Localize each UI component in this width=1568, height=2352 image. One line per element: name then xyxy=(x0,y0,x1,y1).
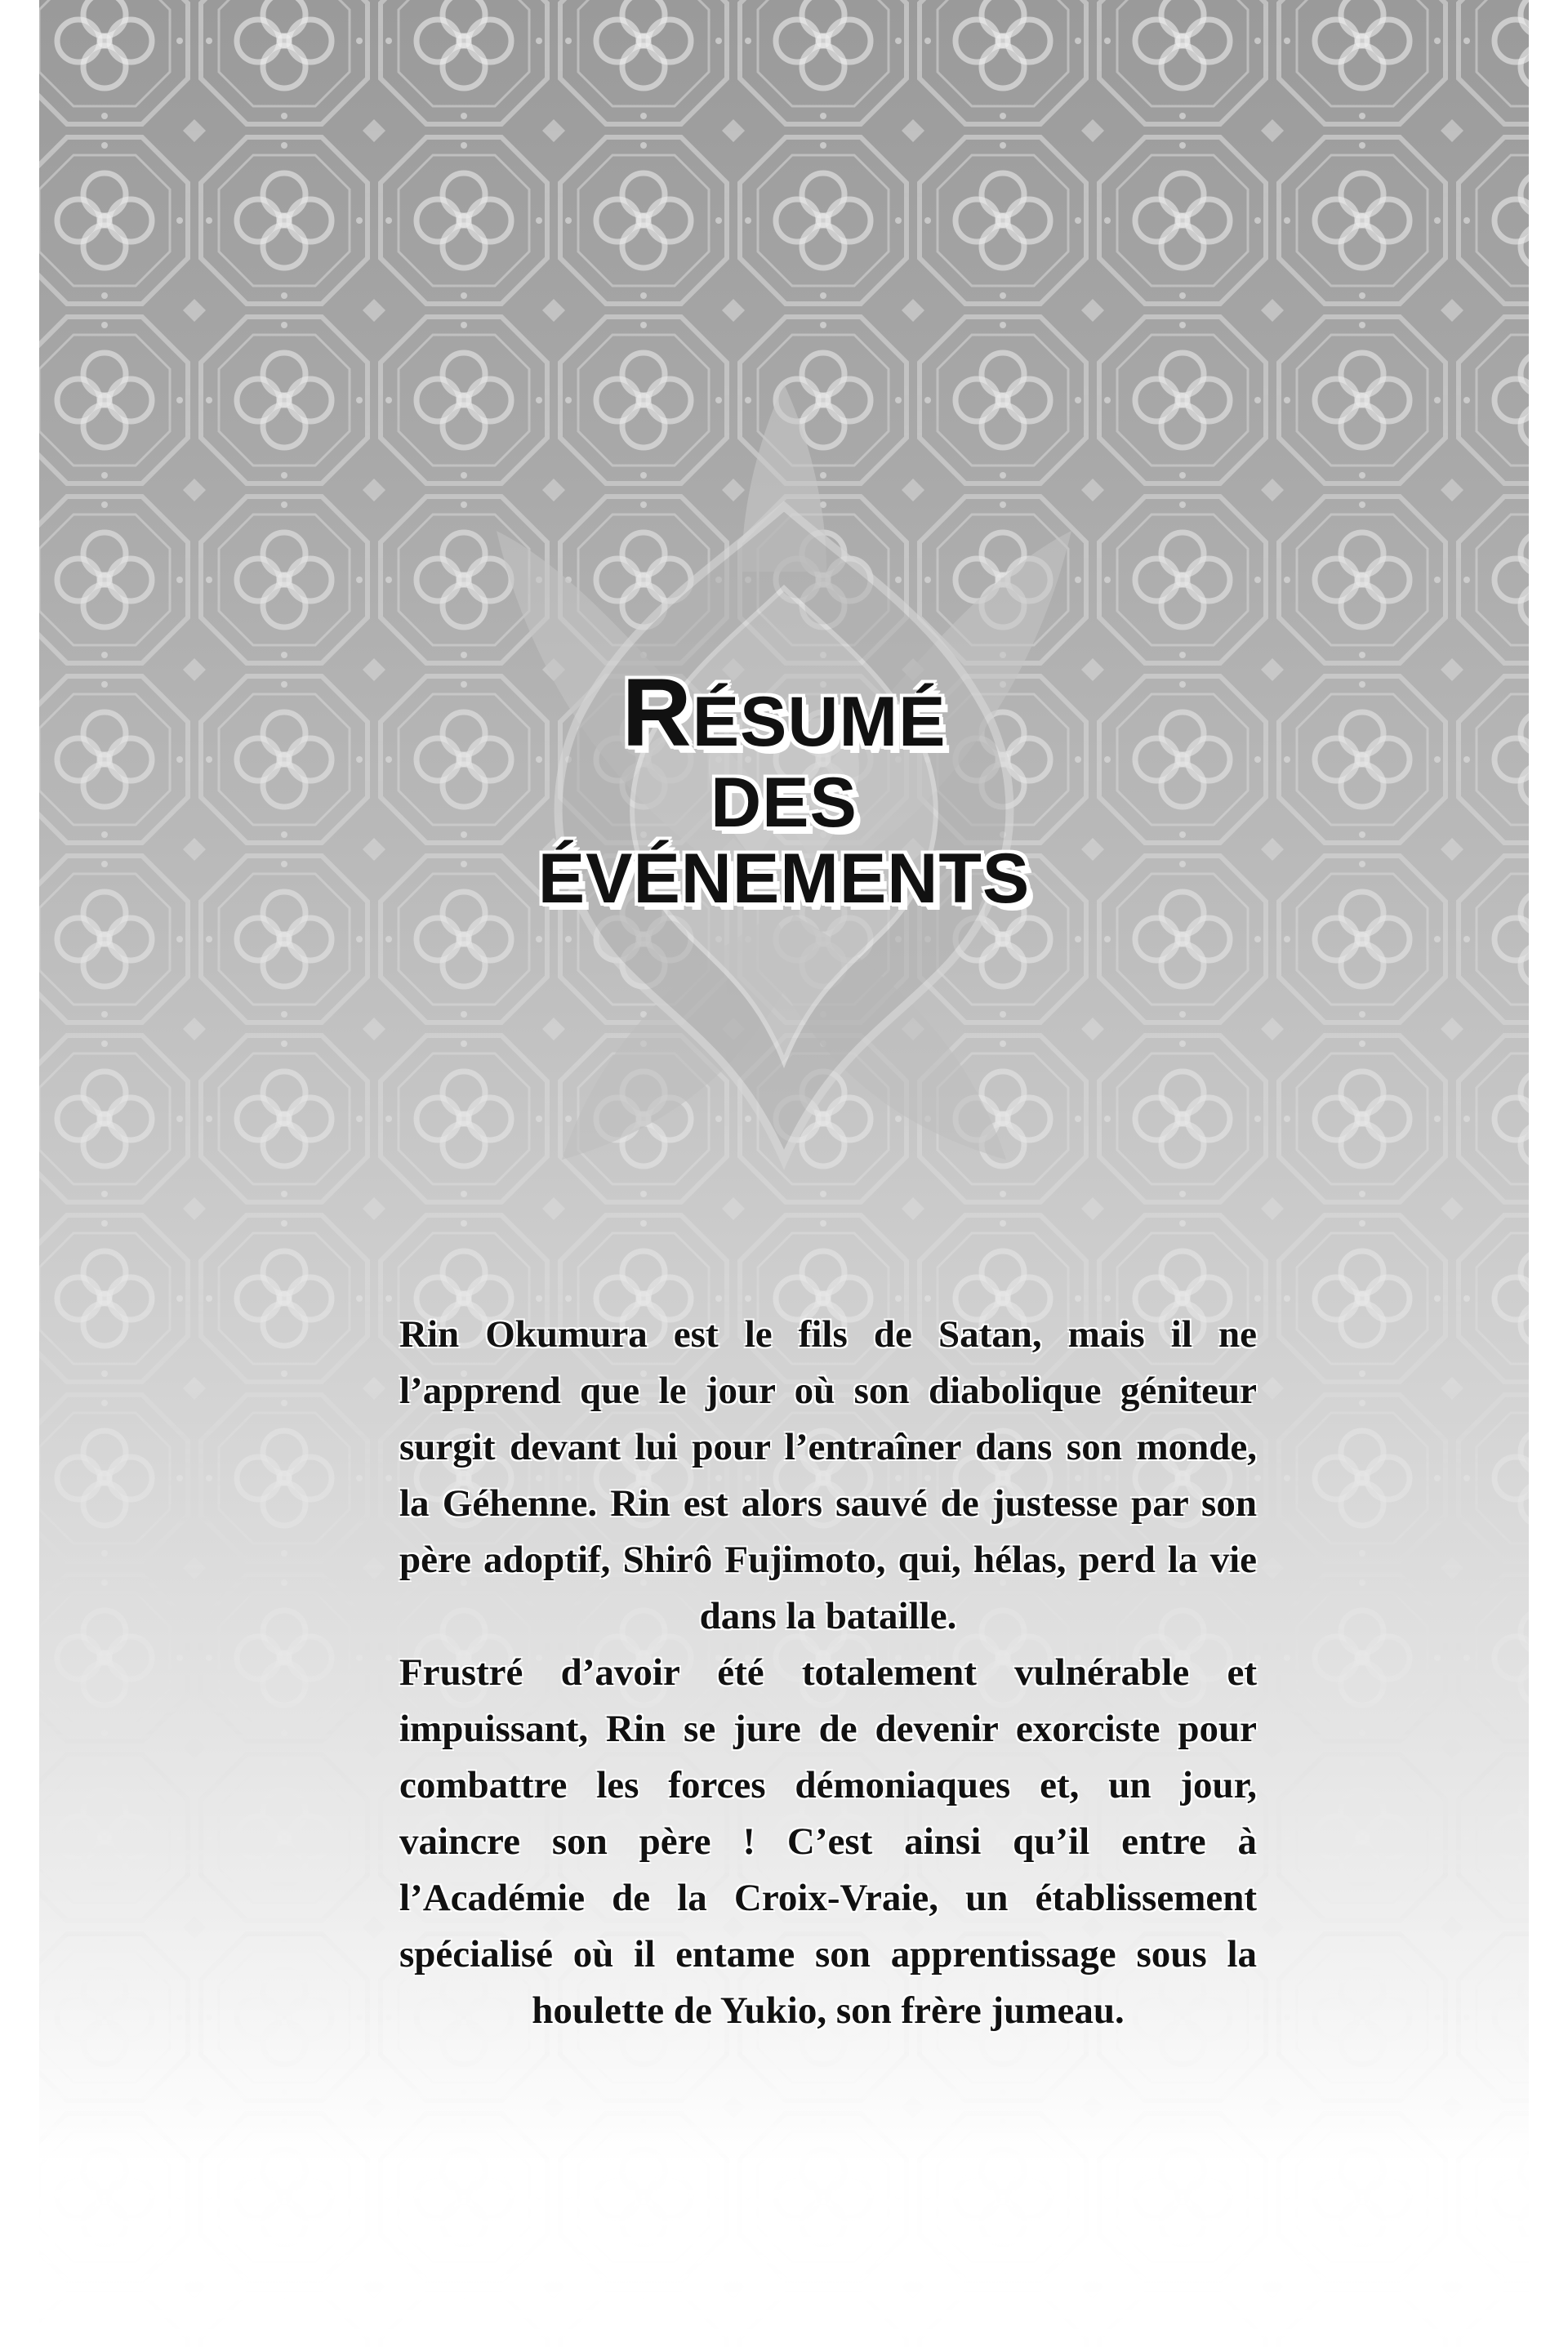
title-line-1-rest: ÉSUMÉ xyxy=(692,683,947,761)
title-line-2: DES xyxy=(710,764,858,843)
page-title xyxy=(39,659,1529,919)
summary-paragraph-1: Rin Okumura est le fils de Satan, mais il ne l’apprend que le jour où son diabolique géniteur surgit devant lui pour l’entraîner dans son monde, la Géhenne. Rin est alors sauvé de justesse par son père adoptif, Shirô Fujimoto, qui, hélas, perd la vie dans la bataille. xyxy=(399,1313,1257,1637)
title-initial: R xyxy=(621,659,693,767)
title-line-3: ÉVÉNEMENTS xyxy=(537,840,1031,919)
summary-text xyxy=(399,1307,1257,2039)
summary-paragraph-2: Frustré d’avoir été totalement vulnérable et impuissant, Rin se jure de devenir exorciste pour combattre les forces démoniaques et, un jour, vaincre son père ! C’est ainsi qu’il entre à l’Académie de la Croix-Vraie, un établissement spécialisé où il entame son apprentissage sous la houlette de Yukio, son frère jumeau. xyxy=(399,1651,1257,2032)
title-line-1 xyxy=(39,659,1529,767)
manga-page xyxy=(39,0,1529,2352)
